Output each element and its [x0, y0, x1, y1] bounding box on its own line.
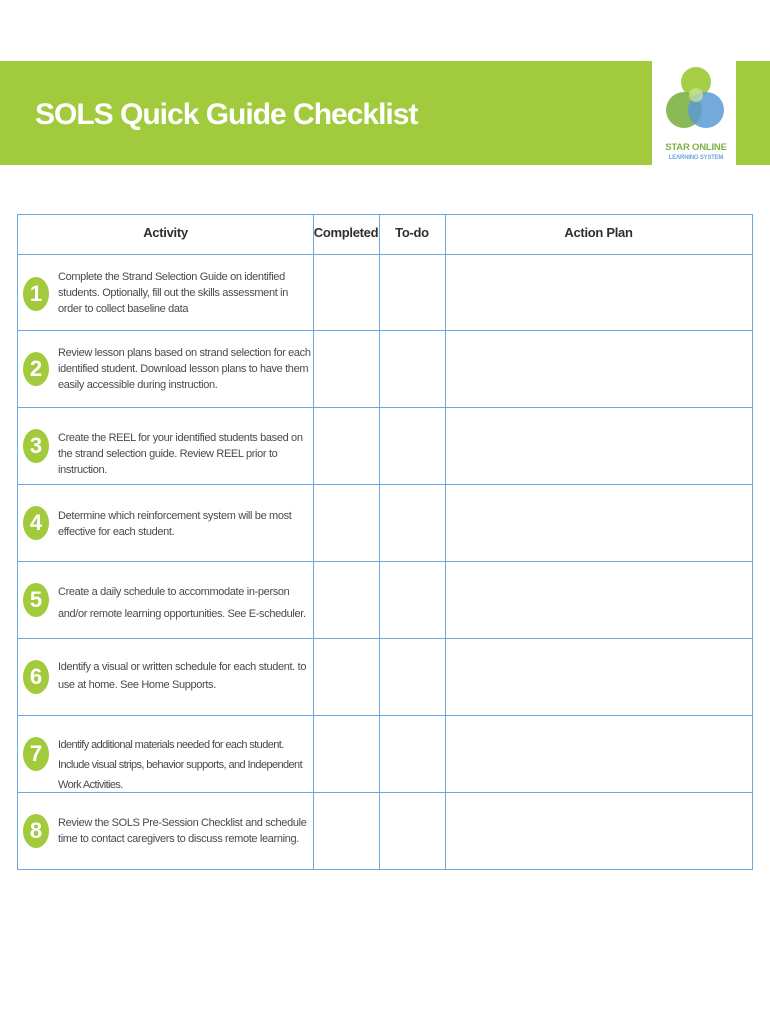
page-title: SOLS Quick Guide Checklist [35, 98, 418, 131]
table-row [18, 331, 313, 407]
activity-text: Create a daily schedule to accommodate in-person and/or remote learning opportunities. See E-scheduler. [58, 586, 306, 620]
column-header-activity: Activity [143, 225, 188, 240]
column-header-todo: To-do [395, 225, 429, 240]
table-row [18, 793, 313, 869]
column-header-completed: Completed [313, 225, 379, 240]
activity-text: Identify additional materials needed for each student. Include visual strips, behavior supports, and Independent Work Activities. [58, 739, 303, 791]
step-number-badge: 1 [23, 277, 49, 311]
logo-subtext: LEARNING SYSTEM [668, 155, 724, 161]
header-banner-edge [736, 61, 770, 165]
step-number-badge: 3 [23, 429, 49, 463]
table-row [18, 716, 313, 792]
activity-text: Identify a visual or written schedule for each student. to use at home. See Home Supports. [58, 661, 307, 691]
logo-text: STAR ONLINE [665, 142, 727, 153]
column-header-action-plan: Action Plan [564, 225, 633, 240]
step-number-badge: 7 [23, 737, 49, 771]
activity-text: Create the REEL for your identified students based on the strand selection guide. Review REEL prior to instruction. [58, 432, 303, 476]
table-row [18, 255, 313, 331]
table-row [18, 562, 313, 638]
table-row [18, 485, 313, 561]
step-number-badge: 8 [23, 814, 49, 848]
sols-logo [660, 62, 732, 166]
table-row [18, 639, 313, 715]
activity-text: Complete the Strand Selection Guide on identified students. Optionally, fill out the skills assessment in order to collect baseline data [58, 271, 288, 315]
checklist-table [17, 214, 753, 870]
activity-text: Review lesson plans based on strand selection for each identified student. Download lesson plans to have them easily accessible during instruction. [58, 347, 311, 391]
step-number-badge: 6 [23, 660, 49, 694]
step-number-badge: 2 [23, 352, 49, 386]
step-number-badge: 4 [23, 506, 49, 540]
table-row [18, 408, 313, 484]
logo-circles-icon [660, 62, 732, 142]
activity-text: Determine which reinforcement system will be most effective for each student. [58, 510, 292, 538]
step-number-badge: 5 [23, 583, 49, 617]
activity-text: Review the SOLS Pre-Session Checklist and schedule time to contact caregivers to discuss remote learning. [58, 817, 307, 845]
